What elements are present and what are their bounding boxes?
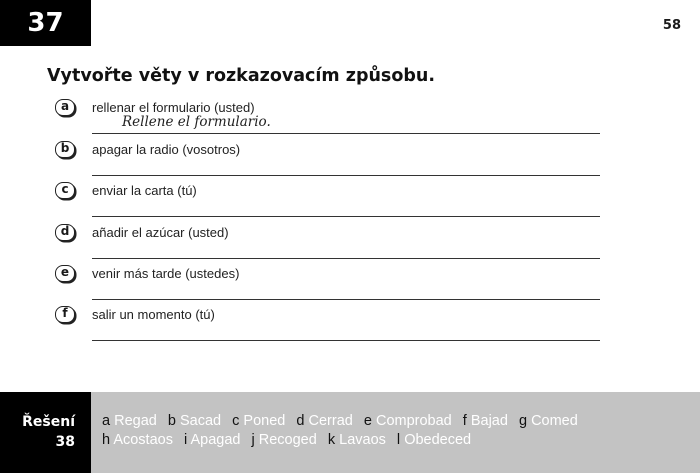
solution-text: Poned	[243, 413, 286, 429]
solution-entry	[364, 413, 452, 429]
exercise-item-e	[55, 265, 600, 303]
solution-entry	[328, 432, 386, 448]
solution-text: Comed	[531, 413, 578, 429]
solution-letter: g	[518, 413, 528, 429]
item-prompt: apagar la radio (vosotros)	[92, 142, 241, 157]
solution-text: Comprobad	[375, 413, 452, 429]
item-letter-marker: e	[55, 265, 75, 282]
solution-text: Lavaos	[339, 432, 386, 448]
solution-entry	[102, 432, 173, 448]
solution-letter: c	[232, 413, 240, 429]
solution-entry	[184, 432, 240, 448]
solution-bar	[0, 392, 700, 473]
solution-entry	[102, 413, 157, 429]
item-letter-marker: c	[55, 182, 75, 199]
answer-line[interactable]	[92, 175, 600, 176]
solution-entry	[397, 432, 471, 448]
solution-entry	[463, 413, 508, 429]
item-prompt: enviar la carta (tú)	[92, 183, 197, 198]
exercise-number-badge	[0, 0, 91, 46]
solution-text: Recoged	[258, 432, 317, 448]
solution-row-1	[102, 412, 692, 431]
solution-text: Bajad	[470, 413, 508, 429]
solution-text: Apagad	[190, 432, 241, 448]
solution-letter: b	[167, 413, 176, 429]
solution-page-reference: 38	[55, 434, 75, 450]
solution-entry	[168, 413, 221, 429]
solution-letter: i	[184, 432, 188, 448]
answer-line[interactable]	[92, 340, 600, 341]
solution-entry	[232, 413, 285, 429]
exercise-item-d	[55, 224, 600, 262]
solution-letter: d	[296, 413, 305, 429]
answer-line[interactable]	[92, 299, 600, 300]
solution-text: Cerrad	[308, 413, 353, 429]
solution-text: Sacad	[179, 413, 222, 429]
solution-letter: h	[102, 432, 111, 448]
solution-list	[102, 412, 692, 450]
answer-line[interactable]	[92, 216, 600, 217]
solution-entry	[296, 413, 352, 429]
exercise-instruction: Vytvořte věty v rozkazovacím způsobu.	[47, 66, 435, 86]
item-prompt: venir más tarde (ustedes)	[92, 266, 240, 281]
solution-text: Obedeced	[404, 432, 472, 448]
exercise-item-f	[55, 306, 600, 344]
solution-letter: l	[396, 432, 401, 448]
solution-entry	[252, 432, 317, 448]
solution-letter: e	[363, 413, 372, 429]
solution-label-block	[0, 392, 91, 473]
page-number: 58	[662, 18, 681, 33]
solution-text: Regad	[114, 413, 157, 429]
solution-row-2	[102, 431, 692, 450]
solution-label: Řešení	[22, 414, 75, 430]
solution-letter: k	[327, 432, 336, 448]
solution-entry	[519, 413, 578, 429]
item-prompt: rellenar el formulario (usted)	[92, 100, 255, 115]
exercise-item-b	[55, 141, 600, 179]
item-answer: Rellene el formulario.	[122, 114, 271, 130]
answer-line[interactable]	[92, 258, 600, 259]
exercise-number: 37	[27, 8, 64, 38]
solution-letter: j	[251, 432, 255, 448]
exercise-item-a	[55, 99, 600, 137]
item-prompt: salir un momento (tú)	[92, 307, 215, 322]
solution-letter: f	[462, 413, 467, 429]
solution-text: Acostaos	[113, 432, 173, 448]
exercise-item-c	[55, 182, 600, 220]
item-letter-marker: a	[55, 99, 75, 116]
item-prompt: añadir el azúcar (usted)	[92, 225, 229, 240]
item-letter-marker: f	[55, 306, 75, 323]
item-letter-marker: d	[55, 224, 75, 241]
item-letter-marker: b	[55, 141, 75, 158]
solution-letter: a	[102, 413, 111, 429]
answer-line[interactable]	[92, 133, 600, 134]
